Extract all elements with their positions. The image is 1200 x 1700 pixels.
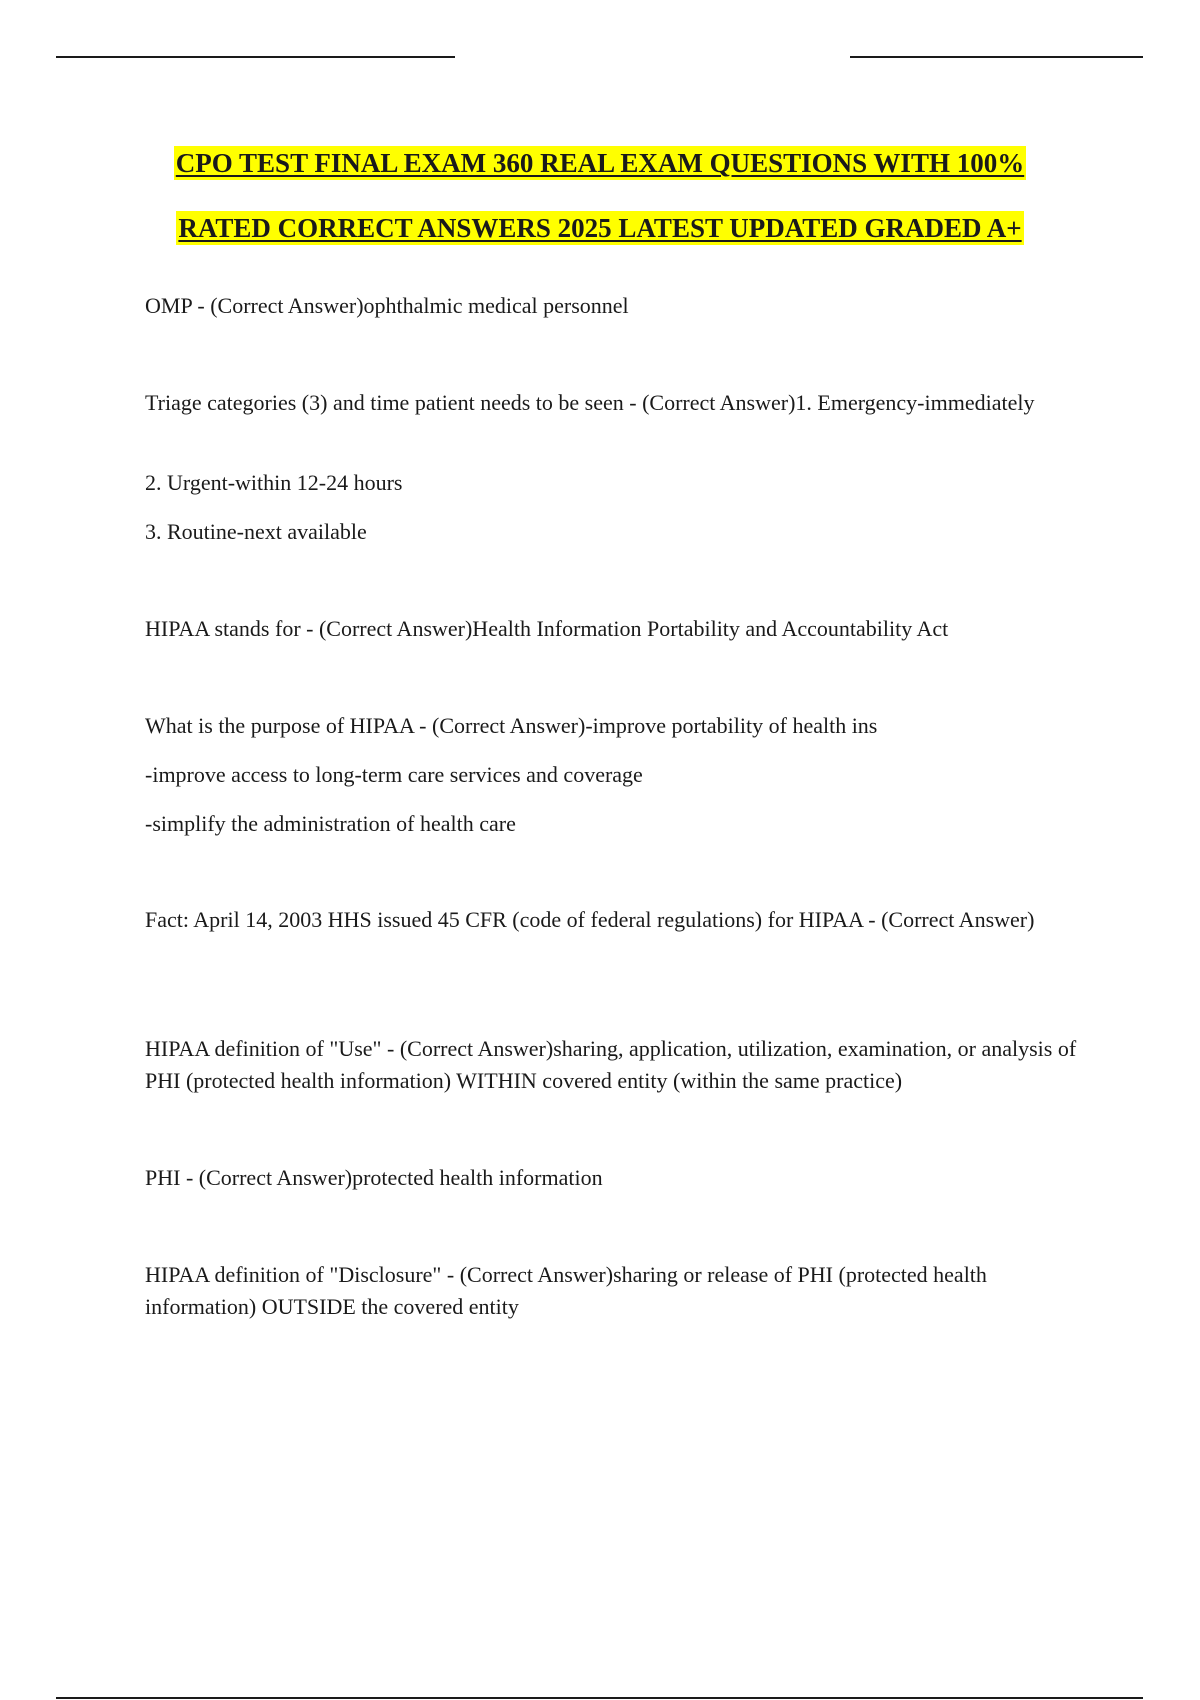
qa-entry-hipaa-purpose-simplify: -simplify the administration of health care	[145, 811, 516, 836]
qa-entry-hipaa-purpose: What is the purpose of HIPAA - (Correct Answer)-improve portability of health ins	[145, 713, 878, 738]
qa-entry-hipaa-stands: HIPAA stands for - (Correct Answer)Health Information Portability and Accountability Act	[145, 616, 949, 641]
header-rule-left	[56, 56, 455, 58]
document-title	[0, 146, 1200, 180]
title-line-1: CPO TEST FINAL EXAM 360 REAL EXAM QUESTIONS WITH 100%	[175, 148, 1025, 178]
qa-entry-triage-routine: 3. Routine-next available	[145, 519, 367, 544]
document-title-continued	[0, 211, 1200, 245]
qa-entry-triage-urgent: 2. Urgent-within 12-24 hours	[145, 470, 403, 495]
qa-entry-triage: Triage categories (3) and time patient needs to be seen - (Correct Answer)1. Emergency-immediately	[145, 390, 1035, 415]
qa-entry-hipaa-fact: Fact: April 14, 2003 HHS issued 45 CFR (code of federal regulations) for HIPAA - (Correct Answer)	[145, 907, 1035, 932]
qa-entry-hipaa-use: HIPAA definition of "Use" - (Correct Answer)sharing, application, utilization, examination, or analysis of PHI (protected health information) WITHIN covered entity (within the same practice)	[145, 1036, 1077, 1093]
qa-entry-hipaa-disclosure: HIPAA definition of "Disclosure" - (Correct Answer)sharing or release of PHI (protected health information) OUTSIDE the covered entity	[145, 1262, 987, 1319]
title-line-2: RATED CORRECT ANSWERS 2025 LATEST UPDATED GRADED A+	[178, 213, 1022, 243]
footer-rule	[56, 1697, 1143, 1699]
qa-entry-phi: PHI - (Correct Answer)protected health information	[145, 1165, 603, 1190]
qa-entry-hipaa-purpose-access: -improve access to long-term care services and coverage	[145, 762, 643, 787]
header-rule-right	[850, 56, 1143, 58]
qa-entry-omp: OMP - (Correct Answer)ophthalmic medical personnel	[145, 293, 629, 318]
